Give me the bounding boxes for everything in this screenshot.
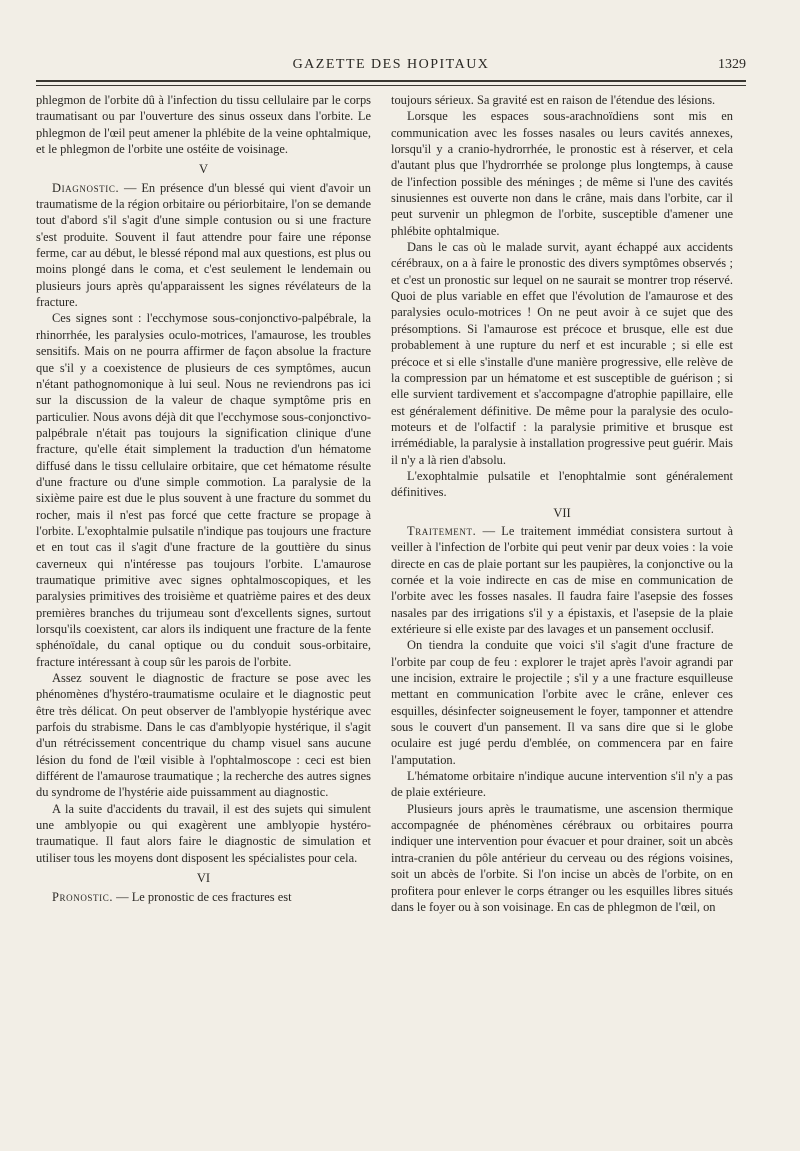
paragraph: Plusieurs jours après le traumatisme, une ascension thermique accompagnée de phénomènes cérébraux ou orbitaires pourra indiquer une intervention pour évacuer et pour drainer, soit un abcès intra-cranien du pôle antérieur du cerveau ou des régions voisines, soit un abcès de l'orbite. Si l'on incise un abcès de l'orbite, on en profitera pour enlever le corps étranger ou les esquilles libres situés dans le foyer ou à son voisinage. En cas de phlegmon de l'œil, on (391, 801, 733, 914)
paragraph: Lorsque les espaces sous-arachnoïdiens sont mis en communication avec les fosses nasales ou leurs cavités annexes, lorsqu'il y a cranio-hydrorrhée, le pronostic est à réserver, et cela d'autant plus que l'hydrorrhée se prolonge plus longtemps, à cause de l'infection possible des méninges ; de même si l'une des cavités sinusiennes est ouverte non dans le crâne, mais dans l'orbite, car il peut survenir un phlegmon de l'orbite, susceptible d'amener une phlébite ophtalmique. (391, 109, 733, 238)
left-column (36, 92, 371, 1132)
section-lead: Diagnostic. (52, 180, 120, 195)
paragraph (391, 523, 733, 637)
page-number: 1329 (718, 57, 746, 72)
right-column (391, 92, 733, 1132)
section-lead: Traitement. (407, 523, 477, 538)
paragraph: Ces signes sont : l'ecchymose sous-conjonctivo-palpébrale, la rhinorrhée, les paralysies oculo-motrices, l'amaurose, les troubles sensitifs. Mais on ne pourra affirmer de façon absolue la fracture que s'il y a coexistence de plusieurs de ces symptômes, aucun n'étant pathognomonique à lui seul. Nous ne reviendrons pas ici sur la discussion de la valeur de chaque symptôme pris en particulier. Nous avons déjà dit que l'ecchymose sous-conjonctivo-palpébrale n'était pas toujours la signification clinique d'une fracture, qu'elle était simplement la traduction d'un hématome diffusé dans le tissu cellulaire orbitaire, que cet hématome résulte d'une fracture ou d'une simple commotion. La paralysie de la sixième paire est due le plus souvent à une fracture du sommet du rocher, mais il n'est pas forcé que cette fracture se propage à l'orbite. L'exophtalmie pulsatile n'indique pas toujours une fracture et en tout cas il s'agit d'une fracture de la gouttière du sinus caverneux qui n'intéresse pas toujours l'orbite. L'amaurose traumatique primitive avec signes ophtalmoscopiques, et les paralysies primitives des troisième et quatrième paires et des deux premières branches du trijumeau sont d'excellents signes, surtout lorsqu'ils coexistent, car alors ils indiquent une fracture de la fente sphénoïdale, du canal optique ou du conduit sous-orbitaire, fracture intéressant à coup sûr les parois de l'orbite. (36, 311, 371, 669)
section-number: V (198, 162, 209, 177)
section-number: VI (196, 871, 211, 886)
header-rule-thick (36, 80, 746, 82)
paragraph: On tiendra la conduite que voici s'il s'agit d'une fracture de l'orbite par coup de feu : explorer le trajet après l'avoir agrandi par une incision, extraire le projectile ; s'il y a une fracture esquilleuse mettant en communication l'orbite avec le crâne, enlever ces esquilles, désinfecter soigneusement le foyer, tamponner et attendre sous le couvert d'un pansement. Il va sans dire que si le globe oculaire est jugé perdu d'emblée, on commencera par en faire l'amputation. (391, 638, 733, 767)
section-lead: Pronostic. (52, 889, 114, 904)
paragraph: toujours sérieux. Sa gravité est en raison de l'étendue des lésions. (391, 93, 716, 107)
paragraph: Assez souvent le diagnostic de fracture se pose avec les phénomènes d'hystéro-traumatisme oculaire et le diagnostic peut être très délicat. On peut observer de l'amblyopie hystérique avec parfois du strabisme. Dans le cas d'amblyopie hystérique, il s'agit d'un rétrécissement concentrique du champ visuel sans aucune lésion du fond de l'œil visible à l'ophtalmoscope : ceci est bien différent de l'amaurose traumatique ; la recherche des autres signes du syndrome de l'hystérie aide puissamment au diagnostic. (36, 671, 371, 800)
paragraph: L'exophtalmie pulsatile et l'enophtalmie sont généralement définitives. (391, 468, 733, 500)
paragraph-text: — Le pronostic de ces fractures est (113, 889, 292, 904)
section-number: VII (553, 505, 571, 520)
paragraph: Dans le cas où le malade survit, ayant échappé aux accidents cérébraux, on a à faire le pronostic des divers symptômes observés ; et c'est un pronostic sur lequel on ne saurait se montrer trop réservé. Quoi de plus variable en effet que l'évolution de l'amaurose et des paralysies oculo-motrices ! On ne peut avoir à ce sujet que des présomptions. Si l'amaurose est précoce et brusque, elle est due probablement à une rupture du nerf et est incurable ; si elle est précoce et si elle s'installe d'une manière progressive, elle relève de la compression par un hématome et est susceptible de guérison ; si elle survient tardivement et s'accompagne d'atrophie papillaire, elle est généralement définitive. De même pour la paralysie des oculo-moteurs et de l'olfactif : la paralysie primitive et brusque est irrémédiable, la paralysie à installation progressive peut guérir. Mais il n'y a là rien d'absolu. (391, 240, 733, 467)
paragraph (36, 889, 371, 905)
paragraph-text: — En présence d'un blessé qui vient d'avoir un traumatisme de la région orbitaire ou périorbitaire, l'on se demande tout d'abord s'il s'agit d'une simple contusion ou si une fracture s'est produite. Souvent il faut attendre pour faire une réponse ferme, car au début, le blessé répond mal aux questions, est plus ou moins plongé dans le coma, et c'est seulement le lendemain ou plusieurs jours après qu'apparaissent les signes révélateurs de la fracture. (36, 180, 371, 310)
header-rule-thin (36, 85, 746, 86)
paragraph: L'hématome orbitaire n'indique aucune intervention s'il n'y a pas de plaie extérieure. (391, 769, 733, 800)
paragraph-text: — Le traitement immédiat consistera surtout à veiller à l'infection de l'orbite qui peut venir par deux voies : la voie directe en cas de plaie portant sur les paupières, la conjonctive ou la cornée et la voie indirecte en cas de mise en communication de l'orbite avec les fosses nasales. Il faudra faire l'asepsie des fosses nasales par des irrigations s'il y a épistaxis, et l'asepsie de la plaie extérieure si elle existe par des lavages et un pansement occlusif. (391, 523, 733, 636)
paragraph: phlegmon de l'orbite dû à l'infection du tissu cellulaire par le corps traumatisant ou par l'ouverture des sinus osseux dans l'orbite. Le phlegmon de l'œil peut amener la phlébite de la veine ophtalmique, et le phlegmon de l'orbite une ostéite de voisinage. (36, 93, 371, 157)
running-title: GAZETTE DES HOPITAUX (292, 57, 490, 72)
paragraph: A la suite d'accidents du travail, il est des sujets qui simulent une amblyopie ou qui exagèrent une amblyopie hystéro-traumatique. Il faut alors faire le diagnostic de simulation et utiliser tous les moyens dont disposent les spécialistes pour cela. (36, 801, 371, 865)
paragraph (36, 180, 371, 311)
